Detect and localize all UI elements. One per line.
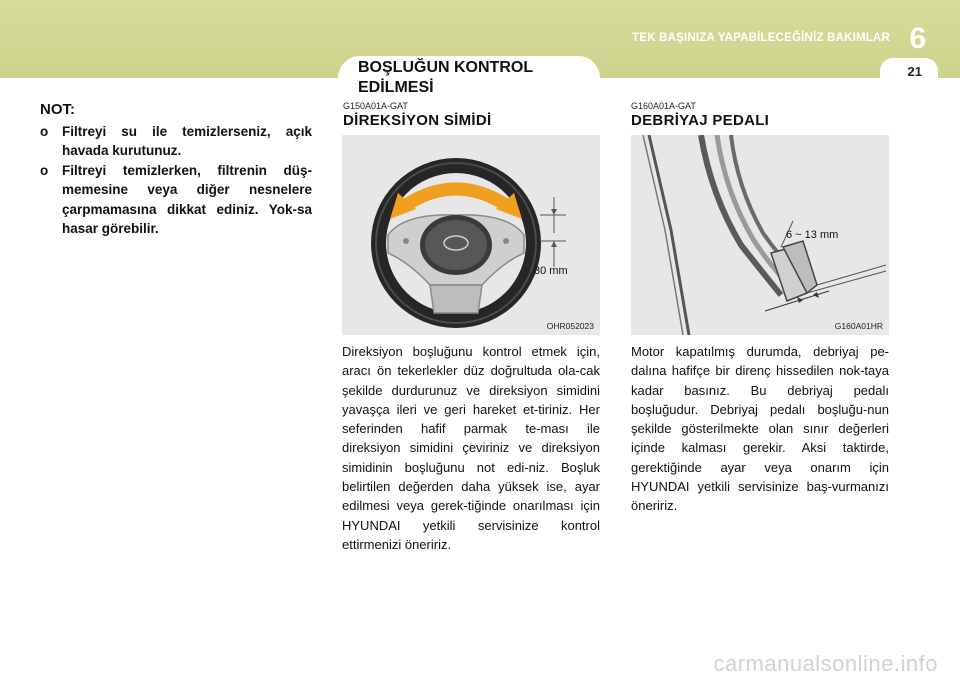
steering-wheel-figure <box>342 135 600 335</box>
clutch-code: G160A01A-GAT <box>631 101 696 111</box>
note-block <box>40 100 312 239</box>
clutch-pedal-figure <box>631 135 889 335</box>
note-item-text: Filtreyi su ile temizlerseniz, açık havada kurutunuz. <box>62 123 312 158</box>
steering-figure-label: 30 mm <box>534 265 568 277</box>
steering-figure-code: OHR052023 <box>546 321 594 331</box>
note-bullet: o <box>40 162 49 178</box>
note-item-text: Filtreyi temizlerken, filtrenin düş-memesine veya diğer nesnelere çarpmamasına dikkat ediniz. Yok-sa hasar görebilir. <box>62 162 312 236</box>
clutch-body: Motor kapatılmış durumda, debriyaj pe-dalına hafifçe bir direnç hissedilen nok-taya kadar basınız. Bu debriyaj pedalı boşluğudur. Debriyaj pedalı boşluğu-nun şekilde gösterilmekte olan sınır değerleri içinde kalması gerekir. Aksi taktirde, gerektiğinde ayar veya onarım için HYUNDAI yetkili servisinize baş-vurmanızı öneririz. <box>631 344 889 514</box>
steering-wheel-illustration <box>342 135 600 335</box>
clutch-figure-label: 6 ~ 13 mm <box>786 229 839 241</box>
note-item <box>40 161 312 239</box>
note-heading: NOT: <box>40 101 75 118</box>
clutch-pedal-illustration <box>631 135 889 335</box>
section-title: BOŞLUĞUN KONTROL EDİLMESİ <box>358 59 533 96</box>
watermark: carmanualsonline.info <box>713 651 938 676</box>
note-item <box>40 122 312 161</box>
note-bullet: o <box>40 123 49 139</box>
page-number: 21 <box>907 64 922 79</box>
chapter-title: TEK BAŞINIZA YAPABİLECEĞİNİZ BAKIMLAR <box>632 32 890 44</box>
clutch-figure-code: G160A01HR <box>834 321 883 331</box>
steering-code: G150A01A-GAT <box>343 101 408 111</box>
chapter-number: 6 <box>909 22 926 55</box>
steering-title: DİREKSİYON SİMİDİ <box>343 112 492 129</box>
steering-body: Direksiyon boşluğunu kontrol etmek için, aracı ön tekerlekler düz doğrultuda ola-cak şekilde durdurunuz ve direksiyon simidini yavaşça ileri ve geri hareket et-tiriniz. Her seferinden hafif parmak te-ması ile direksiyon simidini çeviriniz ve direksiyon simidinin boşluğunu not edi-niz. Boşluk belirtilen değerden daha yüksek ise, ayar edilmesi veya gerek-tiğinde onarılması için HYUNDAI yetkili servisinize kontrol ettirmenizi öneririz. <box>342 344 600 552</box>
clutch-title: DEBRİYAJ PEDALI <box>631 112 770 129</box>
